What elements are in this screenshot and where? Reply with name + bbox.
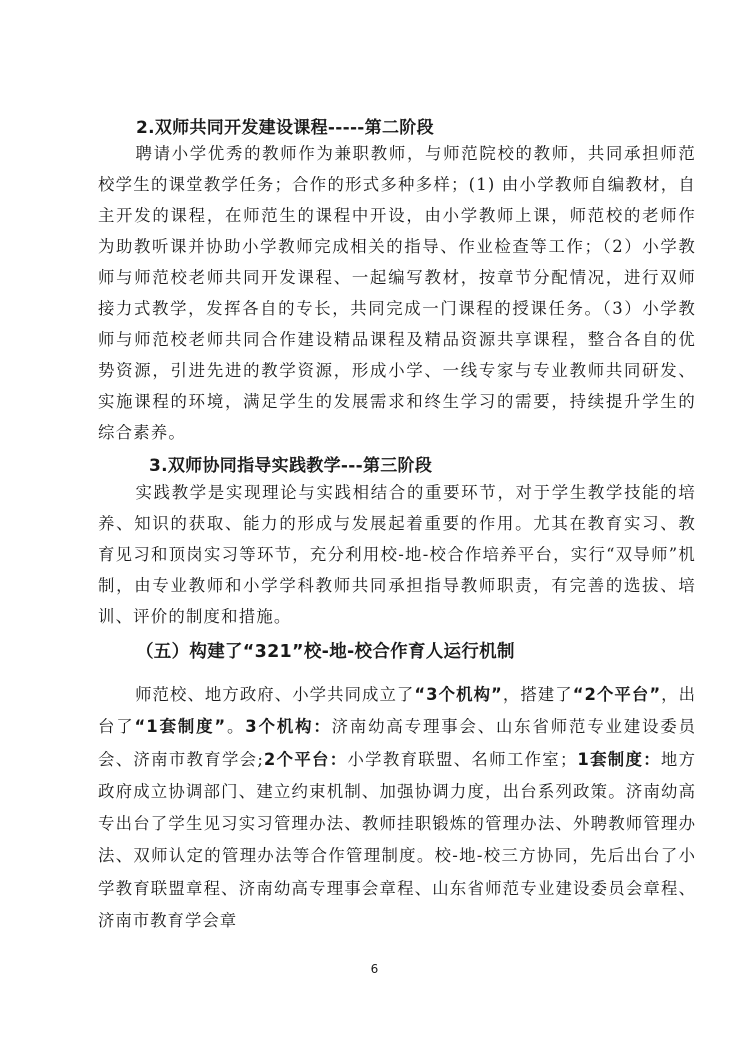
p5-text-4: 。 bbox=[226, 717, 246, 737]
p5-text-3: ，出台了 bbox=[98, 685, 697, 737]
section-heading-5: （五）构建了“321”校-地-校合作育人运行机制 bbox=[136, 642, 515, 662]
p5-bold-3-bodies: “3个机构” bbox=[414, 685, 503, 704]
section-heading-3: 3.双师协同指导实践教学---第三阶段 bbox=[149, 456, 433, 476]
p5-text-6: 小学教育联盟、名师工作室； bbox=[347, 749, 578, 769]
p5-label-1-system: 1套制度： bbox=[577, 749, 661, 769]
p5-text-1: 师范校、地方政府、小学共同成立了 bbox=[135, 685, 415, 704]
p5-text-7: 地方政府成立协调部门、建立约束机制、加强协调力度，出台系列政策。济南幼高专出台了学生见习实习管理办法、教师挂职锻炼的管理办法、外聘教师管理办法、双师认定的管理办法等合作管理制度。校-地-校三方协同，先后出台了小学教育联盟章程、济南幼高专理事会章程、山东省师范专业建设委员会章程、济南市教育学会章 bbox=[98, 749, 697, 931]
p5-text-2: ，搭建了 bbox=[502, 685, 573, 704]
page-number: 6 bbox=[370, 962, 379, 976]
p5-label-2-platforms: 2个平台： bbox=[263, 749, 348, 769]
paragraph-2-text: 聘请小学优秀的教师作为兼职教师，与师范院校的教师，共同承担师范校学生的课堂教学任务；合作的形式多种多样；(1) 由小学教师自编教材，自主开发的课程，在师范生的课程中开设，由小学教师上课，师范校的老师作为助教听课并协助小学教师完成相关的指导、作业检查等工作；（2）小学教师与师范校老师共同开发课程、一起编写教材，按章节分配情况，进行双师接力式教学，发挥各自的专长，共同完成一门课程的授课任务。（3）小学教师与师范校老师共同合作建设精品课程及精品资源共享课程，整合各自的优势资源，引进先进的教学资源，形成小学、一线专家与专业教师共同研发、实施课程的环境，满足学生的发展需求和终生学习的需要，持续提升学生的综合素养。 bbox=[98, 144, 696, 442]
paragraph-2 bbox=[98, 138, 696, 448]
p5-text-5: 济南幼高专理事会、山东省师范专业建设委员会、济南市教育学会; bbox=[98, 717, 697, 769]
section-heading-2: 2.双师共同开发建设课程-----第二阶段 bbox=[136, 118, 434, 138]
paragraph-3 bbox=[98, 477, 696, 632]
p5-bold-2-platforms: “2个平台” bbox=[572, 685, 662, 704]
paragraph-3-text: 实践教学是实现理论与实践相结合的重要环节，对于学生教学技能的培养、知识的获取、能力的形成与发展起着重要的作用。尤其在教育实习、教育见习和顶岗实习等环节，充分利用校-地-校合作培养平台，实行“双导师”机制，由专业教师和小学学科教师共同承担指导教师职责，有完善的选拔、培训、评价的制度和措施。 bbox=[98, 483, 696, 626]
p5-label-3-bodies: 3个机构： bbox=[245, 717, 332, 737]
paragraph-5 bbox=[98, 679, 696, 937]
p5-bold-1-system: “1套制度” bbox=[134, 717, 227, 737]
